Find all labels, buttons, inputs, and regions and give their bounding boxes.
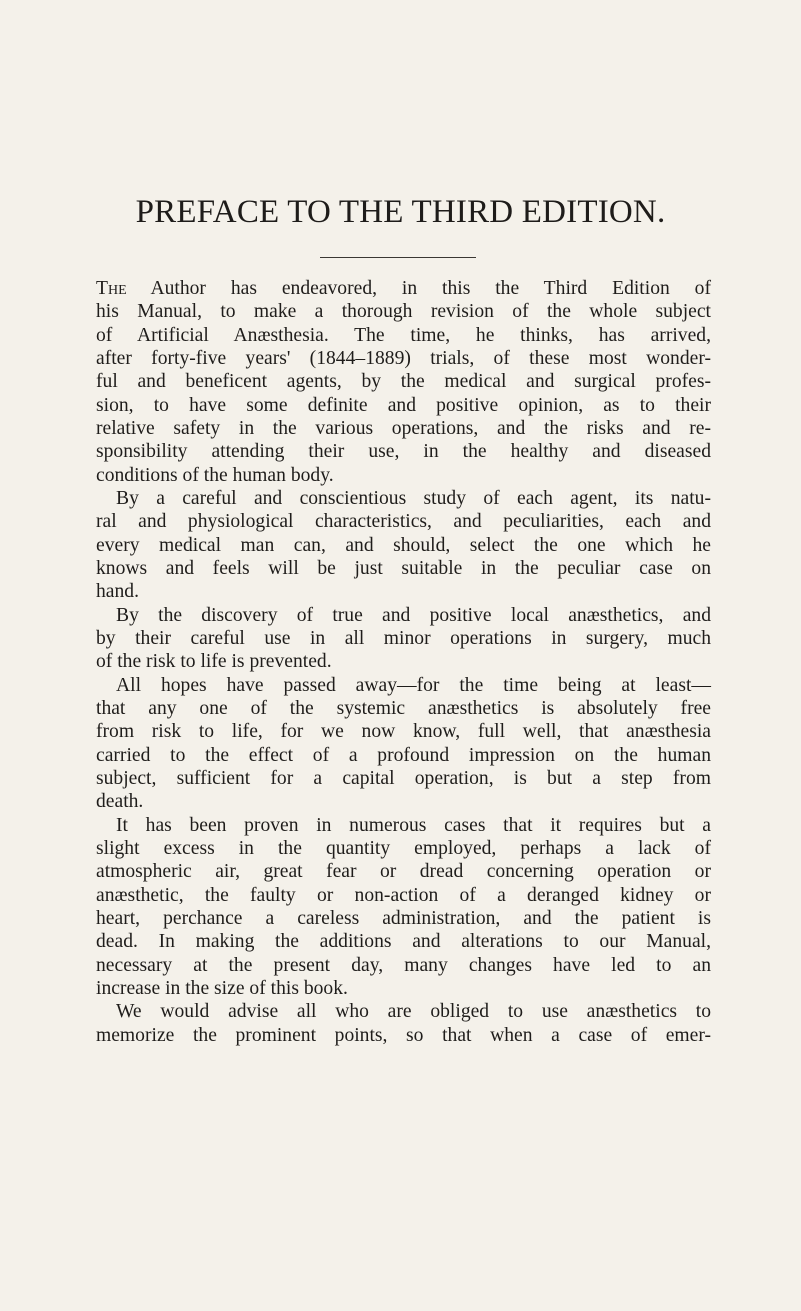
text-line: hand.	[96, 581, 139, 603]
text-line	[96, 277, 711, 300]
text-line: By the discovery of true and positive local anæsthetics, and	[116, 604, 711, 626]
text-line: atmospheric air, great fear or dread concerning operation or	[96, 861, 711, 883]
text-line: sion, to have some definite and positive opinion, as to their	[96, 394, 711, 416]
text-line: of the risk to life is prevented.	[96, 651, 332, 673]
text-line: It has been proven in numerous cases that it requires but a	[116, 814, 711, 836]
text-line: We would advise all who are obliged to use anæsthetics to	[116, 1001, 711, 1023]
text-line: By a careful and conscientious study of each agent, its natu-	[116, 487, 711, 509]
text-line: memorize the prominent points, so that when a case of emer-	[96, 1024, 711, 1046]
title-rule	[320, 257, 476, 258]
text-line: necessary at the present day, many changes have led to an	[96, 954, 711, 976]
text-line: death.	[96, 791, 144, 813]
text-line: that any one of the systemic anæsthetics is absolutely free	[96, 697, 711, 719]
text-line: dead. In making the additions and alterations to our Manual,	[96, 931, 711, 953]
lead-word: The	[96, 278, 127, 299]
preface-body	[96, 277, 711, 1047]
text-line: ral and physiological characteristics, and peculiarities, each and	[96, 511, 711, 533]
text-line: conditions of the human body.	[96, 464, 334, 486]
text-line: after forty-five years' (1844–1889) trials, of these most wonder-	[96, 347, 711, 369]
text-line: ful and beneficent agents, by the medical and surgical profes-	[96, 371, 711, 393]
text-line-content: Author has endeavored, in this the Third Edition of	[126, 278, 711, 299]
text-line: increase in the size of this book.	[96, 977, 348, 999]
text-line: by their careful use in all minor operations in surgery, much	[96, 627, 711, 649]
text-line: carried to the effect of a profound impression on the human	[96, 744, 711, 766]
text-line: All hopes have passed away—for the time being at least—	[116, 674, 711, 696]
text-line: his Manual, to make a thorough revision of the whole subject	[96, 301, 711, 323]
text-line: of Artificial Anæsthesia. The time, he thinks, has arrived,	[96, 324, 711, 346]
text-line: subject, sufficient for a capital operation, is but a step from	[96, 767, 711, 789]
text-line: relative safety in the various operations, and the risks and re-	[96, 417, 711, 439]
text-line: anæsthetic, the faulty or non-action of a deranged kidney or	[96, 884, 711, 906]
text-line: from risk to life, for we now know, full well, that anæsthesia	[96, 721, 711, 743]
text-line: every medical man can, and should, select the one which he	[96, 534, 711, 556]
page-title: PREFACE TO THE THIRD EDITION.	[135, 194, 666, 230]
text-line: knows and feels will be just suitable in the peculiar case on	[96, 557, 711, 579]
text-line: slight excess in the quantity employed, perhaps a lack of	[96, 837, 711, 859]
text-line: sponsibility attending their use, in the healthy and diseased	[96, 441, 711, 463]
text-line: heart, perchance a careless administration, and the patient is	[96, 907, 711, 929]
